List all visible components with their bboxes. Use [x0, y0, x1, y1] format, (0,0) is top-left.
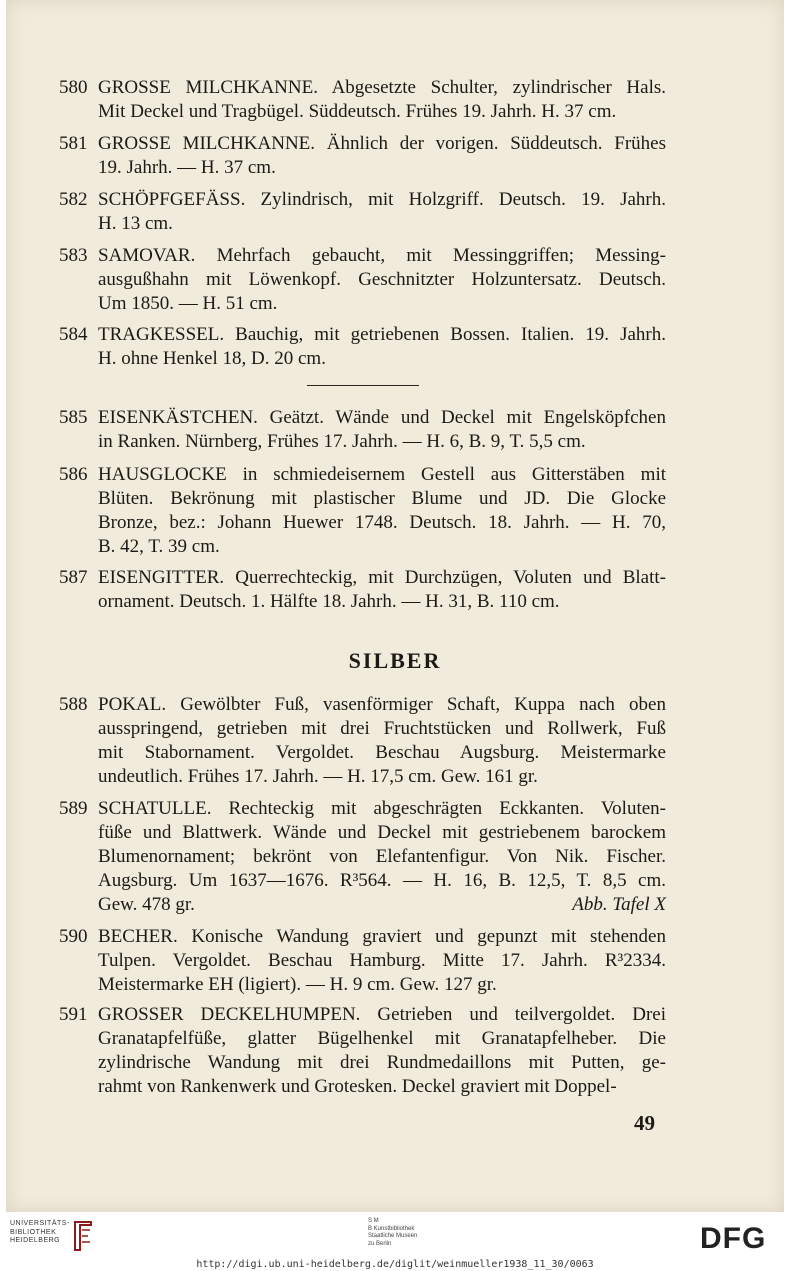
entry-line-text: HAUSGLOCKE in schmiedeisernem Gestell aus Gitterstäben mit	[98, 464, 666, 485]
entry-line-text: zylindrische Wandung mit drei Rundmedaillons mit Putten, ge-	[98, 1052, 666, 1073]
entry-line-text: GROSSER DECKELHUMPEN. Getrieben und teilvergoldet. Drei	[98, 1004, 666, 1025]
entry-line	[98, 1051, 666, 1075]
entry-line-text: in Ranken. Nürnberg, Frühes 17. Jahrh. — H. 6, B. 9, T. 5,5 cm.	[98, 431, 586, 452]
uni-line: BIBLIOTHEK	[10, 1228, 57, 1236]
entry-text	[98, 323, 666, 371]
plate-reference: Abb. Tafel X	[572, 894, 666, 915]
entry-line-text: B. 42, T. 39 cm.	[98, 536, 220, 557]
entry-line	[98, 292, 666, 316]
dfg-logo[interactable]: DFG	[700, 1222, 767, 1255]
entry-line-text: POKAL. Gewölbter Fuß, vasenförmiger Schaft, Kuppa nach oben	[98, 694, 666, 715]
entry-line-text: Meistermarke EH (ligiert). — H. 9 cm. Gew. 127 gr.	[98, 974, 497, 995]
entry-number: 587	[59, 567, 88, 588]
entry-line	[98, 869, 666, 893]
entry-line-text: EISENGITTER. Querrechteckig, mit Durchzügen, Voluten und Blatt-	[98, 567, 666, 588]
entry-line	[98, 1075, 666, 1099]
entry-line-text: rahmt von Rankenwerk und Grotesken. Deckel graviert mit Doppel-	[98, 1076, 617, 1097]
entry-number: 589	[59, 798, 88, 819]
entry-line-text: Gew. 478 gr.	[98, 894, 195, 915]
entry-number: 586	[59, 464, 88, 485]
entry-line	[98, 925, 666, 949]
entry-line	[98, 566, 666, 590]
entry-line-text: GROSSE MILCHKANNE. Abgesetzte Schulter, zylindrischer Hals.	[98, 77, 666, 98]
entry-line	[98, 1003, 666, 1027]
entry-line	[98, 132, 666, 156]
entry-line-text: füße und Blattwerk. Wände und Deckel mit gestriebenem barockem	[98, 822, 666, 843]
entry-line-text: H. 13 cm.	[98, 213, 173, 234]
entry-line-text: SAMOVAR. Mehrfach gebaucht, mit Messinggriffen; Messing-	[98, 245, 666, 266]
entry-number: 584	[59, 324, 88, 345]
entry-line	[98, 76, 666, 100]
entry-line-text: 19. Jahrh. — H. 37 cm.	[98, 157, 276, 178]
smb-kunstbibliothek-logo[interactable]	[368, 1218, 417, 1248]
entry-line-text: Mit Deckel und Tragbügel. Süddeutsch. Frühes 19. Jahrh. H. 37 cm.	[98, 101, 617, 122]
entry-line	[98, 100, 666, 124]
entry-line-text: SCHATULLE. Rechteckig mit abgeschrägten Eckkanten. Voluten-	[98, 798, 666, 819]
entry-line-text: SCHÖPFGEFÄSS. Zylindrisch, mit Holzgriff. Deutsch. 19. Jahrh.	[98, 189, 666, 210]
entry-line	[98, 188, 666, 212]
entry-number: 580	[59, 77, 88, 98]
entry-line-text: Um 1850. — H. 51 cm.	[98, 293, 278, 314]
entry-line-text: EISENKÄSTCHEN. Geätzt. Wände und Deckel mit Engelsköpfchen	[98, 407, 666, 428]
entry-line	[98, 693, 666, 717]
entry-line	[98, 212, 666, 236]
entry-line	[98, 893, 666, 917]
entry-line	[98, 323, 666, 347]
smb-line: zu Berlin	[368, 1240, 392, 1247]
entry-line	[98, 347, 666, 371]
entry-line-text: Blüten. Bekrönung mit plastischer Blume und JD. Die Glocke	[98, 488, 666, 509]
entry-line	[98, 973, 666, 997]
entry-line	[98, 511, 666, 535]
entry-line	[98, 268, 666, 292]
entry-line-text: ornament. Deutsch. 1. Hälfte 18. Jahrh. — H. 31, B. 110 cm.	[98, 591, 560, 612]
entry-line	[98, 590, 666, 614]
entry-line-text: ausspringend, getrieben mit drei Fruchtstücken und Rollwerk, Fuß	[98, 718, 666, 739]
entry-text	[98, 1003, 666, 1099]
entry-line	[98, 487, 666, 511]
entry-number: 591	[59, 1004, 88, 1025]
entry-text	[98, 132, 666, 180]
entry-number: 585	[59, 407, 88, 428]
entry-line-text: undeutlich. Frühes 17. Jahrh. — H. 17,5 cm. Gew. 161 gr.	[98, 766, 538, 787]
scanned-page	[6, 0, 784, 1212]
entry-text	[98, 925, 666, 997]
entry-line-text: mit Stabornament. Vergoldet. Beschau Augsburg. Meistermarke	[98, 742, 666, 763]
entry-line-text: Granatapfelfüße, glatter Bügelhenkel mit Granatapfelheber. Die	[98, 1028, 666, 1049]
entry-line	[98, 949, 666, 973]
entry-line	[98, 1027, 666, 1051]
entry-text	[98, 463, 666, 559]
entry-line-text: GROSSE MILCHKANNE. Ähnlich der vorigen. Süddeutsch. Frühes	[98, 133, 666, 154]
entry-line	[98, 244, 666, 268]
entry-number: 582	[59, 189, 88, 210]
entry-line-text: TRAGKESSEL. Bauchig, mit getriebenen Bossen. Italien. 19. Jahrh.	[98, 324, 666, 345]
entry-text	[98, 797, 666, 917]
section-divider	[307, 385, 419, 386]
entry-line	[98, 463, 666, 487]
smb-line: S M	[368, 1218, 379, 1224]
footer-bar	[0, 1212, 790, 1271]
entry-text	[98, 406, 666, 454]
entry-line	[98, 430, 666, 454]
source-url-link[interactable]: http://digi.ub.uni-heidelberg.de/diglit/weinmueller1938_11_30/0063	[196, 1259, 594, 1270]
entry-line-text: BECHER. Konische Wandung graviert und gepunzt mit stehenden	[98, 926, 666, 947]
entry-line	[98, 797, 666, 821]
smb-line: Staatliche Museen	[368, 1233, 418, 1239]
page-number: 49	[634, 1111, 655, 1135]
entry-number: 581	[59, 133, 88, 154]
entry-text	[98, 244, 666, 316]
section-title: SILBER	[348, 648, 442, 673]
entry-text	[98, 566, 666, 614]
entry-line	[98, 406, 666, 430]
entry-line	[98, 717, 666, 741]
smb-line: B Kunstbibliothek	[368, 1225, 415, 1232]
entry-line	[98, 845, 666, 869]
entry-text	[98, 188, 666, 236]
entry-line	[98, 741, 666, 765]
entry-number: 590	[59, 926, 88, 947]
entry-line	[98, 156, 666, 180]
entry-line-text: Augsburg. Um 1637—1676. R³564. — H. 16, B. 12,5, T. 8,5 cm.	[98, 870, 666, 891]
entry-text	[98, 76, 666, 124]
entry-line-text: Bronze, bez.: Johann Huewer 1748. Deutsch. 18. Jahrh. — H. 70,	[98, 512, 666, 533]
entry-number: 583	[59, 245, 88, 266]
entry-line	[98, 765, 666, 789]
entry-line-text: Blumenornament; bekrönt von Elefantenfigur. Von Nik. Fischer.	[98, 846, 666, 867]
entry-line-text: H. ohne Henkel 18, D. 20 cm.	[98, 348, 326, 369]
entry-text	[98, 693, 666, 789]
university-seal-icon	[72, 1218, 94, 1254]
entry-line-text: ausgußhahn mit Löwenkopf. Geschnitzter Holzuntersatz. Deutsch.	[98, 269, 666, 290]
uni-line: UNIVERSITÄTS-	[10, 1220, 70, 1227]
entry-number: 588	[59, 694, 88, 715]
entry-line	[98, 535, 666, 559]
uni-line: HEIDELBERG	[10, 1237, 61, 1244]
entry-line	[98, 821, 666, 845]
entry-line-text: Tulpen. Vergoldet. Beschau Hamburg. Mitte 17. Jahrh. R³2334.	[98, 950, 666, 971]
